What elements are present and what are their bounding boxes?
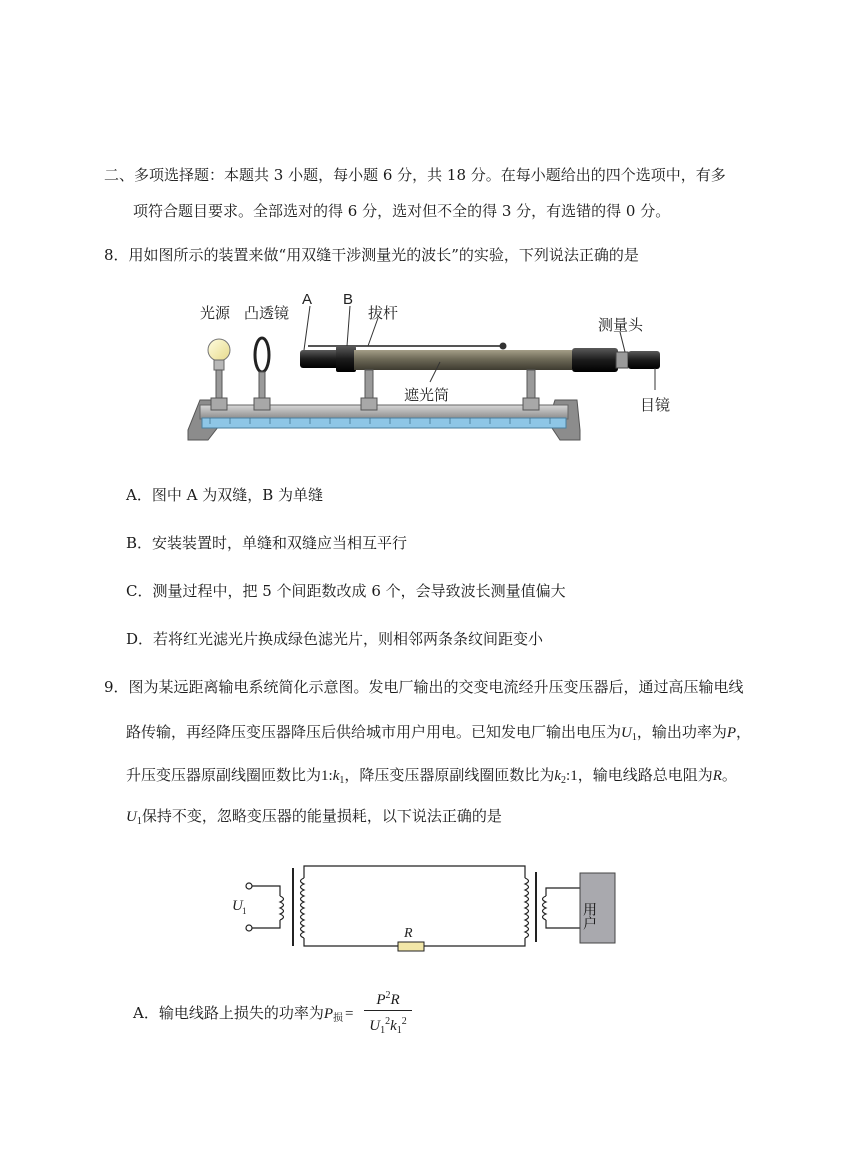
den-k: k (390, 1018, 397, 1034)
symbol-u: U (621, 725, 632, 741)
ratio-1-k-sub: 1 (339, 775, 345, 786)
ratio-1-k: k (332, 768, 340, 784)
circuit-label-r: R (404, 926, 413, 941)
symbol-u-line4-sub: 1 (136, 816, 142, 827)
question-9-line-4 (126, 806, 502, 832)
q9-line2-text-c: ， (736, 723, 752, 741)
den-k-sup: 2 (401, 1016, 407, 1027)
double-slit-apparatus-figure (0, 290, 860, 460)
question-8-stem: 8．用如图所示的装置来做“用双缝干涉测量光的波长”的实验，下列说法正确的是 (104, 246, 639, 264)
label-b: B (343, 291, 354, 308)
label-a: A (302, 291, 313, 308)
ratio-2-b: :1 (566, 768, 578, 784)
symbol-p: P (726, 725, 737, 741)
fraction-bar (364, 1010, 412, 1011)
formula-equals: = (345, 1006, 354, 1022)
q8-option-d: D．若将红光滤光片换成绿色滤光片，则相邻两条条纹间距变小 (126, 630, 544, 648)
q8-option-b: B．安装装置时，单缝和双缝应当相互平行 (126, 534, 408, 552)
question-9-line-1: 9．图为某远距离输电系统简化示意图。发电厂输出的交变电流经升压变压器后，通过高压输电线 (104, 678, 744, 696)
symbol-u-sub: 1 (631, 732, 637, 743)
section-header-line-1: 二、多项选择题：本题共 3 小题，每小题 6 分，共 18 分。在每小题给出的四个选项中，有多 (104, 166, 726, 184)
label-rod: 拔杆 (368, 305, 399, 322)
den-k-sub: 1 (396, 1025, 402, 1036)
num-p: P (376, 992, 386, 1008)
circuit-label-user: 用户 (582, 902, 598, 930)
q8-option-a: A．图中 A 为双缝，B 为单缝 (126, 486, 323, 504)
den-u-sup: 2 (385, 1016, 391, 1027)
label-light-source: 光源 (200, 305, 231, 322)
question-9-line-2 (126, 722, 751, 748)
q9-line3-text-b: ，降压变压器原副线圈匝数比为 (344, 766, 555, 784)
ratio-2-k: k (554, 768, 562, 784)
q9-line2-text-a: 路传输，再经降压变压器降压后供给城市用户用电。已知发电厂输出电压为 (126, 723, 622, 741)
q9-line3-text-a: 升压变压器原副线圈匝数比为 (126, 766, 322, 784)
ratio-1-a: 1: (321, 768, 333, 784)
question-9-line-3 (126, 765, 737, 791)
q9-option-a (133, 1003, 355, 1029)
formula-numerator (364, 988, 412, 1008)
formula-denominator (364, 1013, 412, 1040)
label-measuring-head: 测量头 (598, 317, 644, 334)
q9-line4-text: 保持不变，忽略变压器的能量损耗，以下说法正确的是 (141, 807, 502, 825)
power-transmission-circuit (0, 858, 860, 968)
q9-line3-text-d: 。 (721, 766, 737, 784)
num-r: R (390, 992, 400, 1008)
label-convex-lens: 凸透镜 (244, 305, 290, 322)
q9-line2-text-b: ，输出功率为 (636, 723, 727, 741)
circuit-label-u1-sub: 1 (242, 906, 247, 916)
q9-option-a-text: A．输电线路上损失的功率为 (133, 1004, 324, 1022)
ratio-2-k-sub: 2 (561, 775, 567, 786)
formula-p: P (323, 1006, 334, 1022)
symbol-u-line4: U (126, 809, 137, 825)
label-shading-tube: 遮光筒 (404, 387, 450, 404)
section-header-line-2: 项符合题目要求。全部选对的得 6 分，选对但不全的得 3 分，有选错的得 0 分。 (133, 202, 671, 220)
q8-option-c: C．测量过程中，把 5 个间距数改成 6 个，会导致波长测量值偏大 (126, 582, 566, 600)
den-u-sub: 1 (380, 1025, 386, 1036)
den-u: U (369, 1018, 381, 1034)
q9-line3-text-c: ，输电线路总电阻为 (577, 766, 713, 784)
formula-loss-sub: 损 (333, 1013, 344, 1024)
symbol-r: R (712, 768, 722, 784)
formula-fraction (364, 988, 412, 1040)
circuit-label-u1: U (232, 898, 243, 914)
label-eyepiece: 目镜 (640, 397, 671, 414)
num-p-sup: 2 (385, 990, 391, 1001)
